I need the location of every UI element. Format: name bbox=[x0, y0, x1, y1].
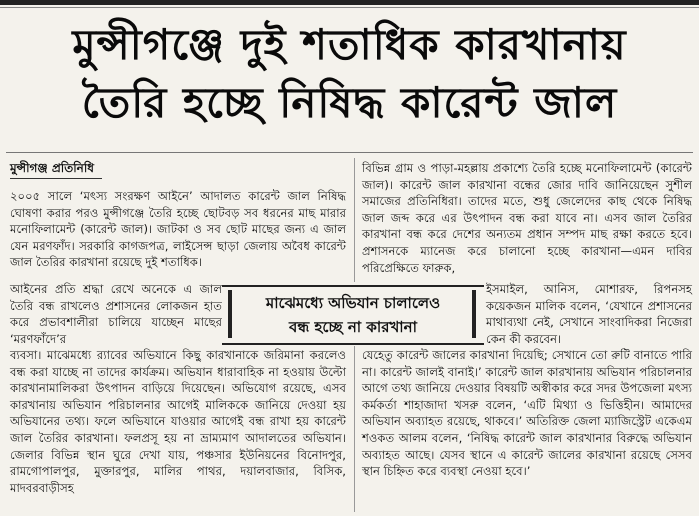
pull-quote-line-2: বন্ধ হচ্ছে না কারখানা bbox=[289, 318, 417, 336]
headline bbox=[0, 16, 699, 132]
paragraph-left-bottom: ব্যবসা। মাঝেমধ্যে র‍্যাবের অভিযানে কিছু কারখানাকে জরিমানা করলেও বন্ধ করা যাচ্ছে না তাদের কার্যক্রম। অভিযান ধারাবাহিক না হওয়ায় উল্টো কারখানামালিকরা উৎপাদন বাড়িয়ে দিয়েছেন। অভিযোগ রয়েছে, এসব কারখানায় অভিযান পরিচালনার আগেই মালিককে জানিয়ে দেওয়া হয় অভিযানের তথ্য। ফলে অভিযানে যাওয়ার আগেই বন্ধ রাখা হয় কারেন্ট জাল তৈরির কারখানা। ফলপ্রসূ হয় না ভ্রাম্যমাণ আদালতের অভিযান। জেলার বিভিন্ন স্থান ঘুরে দেখা যায়, পঞ্চসার ইউনিয়নের বিনোদপুর, রামগোপালপুর, মুক্তারপুর, মালির পাথর, দয়ালবাজার, বিসিক, মাদবরবাড়ীসহ bbox=[10, 348, 346, 495]
body-left-wrap bbox=[10, 281, 222, 347]
headline-line-2: তৈরি হচ্ছে নিষিদ্ধ কারেন্ট জাল bbox=[81, 78, 618, 127]
pull-quote-line-1: মাঝেমধ্যে অভিযান চালালেও bbox=[265, 294, 441, 312]
paragraph-right-top: বিভিন্ন গ্রাম ও পাড়া-মহল্লায় প্রকাশ্যে তৈরি হচ্ছে মনোফিলামেন্ট (কারেন্ট জাল)। কারেন্ট জাল কারখানা বন্ধের জোর দাবি জানিয়েছেন সুশীল সমাজের প্রতিনিধিরা। তাদের মতে, শুধু জেলেদের কাছ থেকে নিষিদ্ধ জাল জব্দ করে এর উৎপাদন বন্ধ করা যাবে না। এসব জাল তৈরির কারখানা বন্ধ করে দেশের অন্যতম প্রধান সম্পদ মাছ রক্ষা করতে হবে। প্রশাসনকে ম্যানেজ করে চালানো হচ্ছে কারখানা—এমন দাবির পরিপ্রেক্ষিতে ফারুক, bbox=[362, 161, 692, 275]
body-right-bottom bbox=[362, 347, 692, 480]
paragraph-left-wrap: আইনের প্রতি শ্রদ্ধা রেখে অনেকে এ জাল তৈরি বন্ধ রাখলেও প্রশাসনের লোকজন হাত করে প্রভাবশালীরা চালিয়ে যাচ্ছেন মাছের ‘মরণফাঁদে’র bbox=[10, 282, 222, 346]
pull-quote-bar-right bbox=[472, 290, 476, 338]
pull-quote bbox=[222, 285, 484, 345]
pull-quote-bar-left bbox=[228, 290, 232, 338]
body-left-bottom bbox=[10, 347, 346, 496]
body-left-top bbox=[10, 188, 346, 271]
body-right-wrap bbox=[486, 281, 692, 347]
paragraph-right-bottom: যেহেতু কারেন্ট জালের কারখানা দিয়েছি; সেখানে তো রুটি বানাতে পারি না। কারেন্ট জালই বানাই।’ কারেন্ট জাল কারখানায় অভিযান পরিচালনার আগে তথ্য জানিয়ে দেওয়ার বিষয়টি অস্বীকার করে সদর উপজেলা মৎস্য কর্মকর্তা শাহাজাদা খসরু বলেন, ‘এটি মিথ্যা ও ভিত্তিহীন। আমাদের অভিযান অব্যাহত রয়েছে, থাকবে।’ অতিরিক্ত জেলা ম্যাজিস্ট্রেট একেএম শওকত আলম বলেন, ‘নিষিদ্ধ কারেন্ট জাল কারখানার বিরুদ্ধে অভিযান অব্যাহত আছে। যেসব স্থানে এ কারেন্ট জালের কারখানা রয়েছে সেসব স্থান চিহ্নিত করে ব্যবস্থা নেওয়া হবে।’ bbox=[362, 348, 692, 479]
column-divider-top bbox=[354, 158, 355, 282]
paragraph-right-wrap: ইসমাইল, আনিস, মোশারফ, রিপনসহ কয়েকজন মালিক বলেন, ‘যেখানে প্রশাসনের মাথাব্যথা নেই, সেখানে সাংবাদিকরা নিজেরা কেন কী করবেন। bbox=[486, 282, 692, 346]
headline-separator bbox=[6, 152, 693, 153]
byline: মুন্সীগঞ্জ প্রতিনিধি bbox=[10, 161, 94, 175]
top-rule bbox=[0, 0, 699, 5]
paragraph-left-top: ২০০৫ সালে ‘মৎস্য সংরক্ষণ আইনে’ আদালত কারেন্ট জাল নিষিদ্ধ ঘোষণা করার পরও মুন্সীগঞ্জে তৈরি হচ্ছে ছোটবড় সব ধরনের মাছ মারার মনোফিলামেন্ট (কারেন্ট জাল)। জাটকা ও সব ছোট মাছের জন্য এ জাল যেন মরণফাঁদ। সরকারি কাগজপত্র, লাইসেন্স ছাড়া জেলায় অবৈধ কারেন্ট জাল তৈরির কারখানা রয়েছে দুই শতাধিক। bbox=[10, 189, 346, 270]
top-rule-thin bbox=[0, 7, 699, 8]
byline-underline bbox=[10, 178, 102, 179]
headline-line-1: মুন্সীগঞ্জে দুই শতাধিক কারখানায় bbox=[72, 20, 627, 69]
body-right-top bbox=[362, 160, 692, 276]
column-divider-bottom bbox=[354, 346, 355, 512]
